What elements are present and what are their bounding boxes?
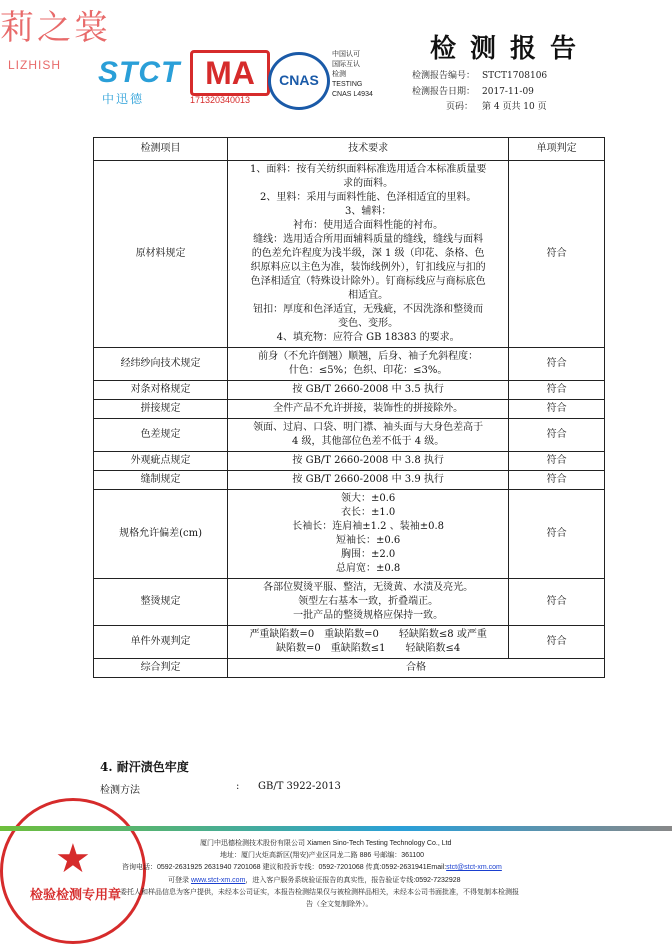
section-title: 4. 耐汗渍色牢度 bbox=[100, 760, 189, 774]
requirement-line: 变色、变形。 bbox=[338, 318, 399, 329]
stct-logo: STCT bbox=[98, 56, 181, 89]
row-result: 符合 bbox=[509, 452, 605, 471]
stct-sub: 中迅德 bbox=[102, 92, 145, 106]
requirement-line: 3、辅料： bbox=[344, 206, 392, 217]
requirement-line: 长袖长：连肩袖±1.2 、装袖±0.8 bbox=[292, 521, 445, 532]
footer-email-link[interactable]: stct@stct-xm.com bbox=[446, 864, 502, 871]
row-item: 拼接规定 bbox=[94, 400, 228, 419]
row-requirement bbox=[228, 400, 509, 419]
row-result: 符合 bbox=[509, 348, 605, 381]
row-item: 外观疵点规定 bbox=[94, 452, 228, 471]
row-requirement bbox=[228, 471, 509, 490]
row-result: 符合 bbox=[509, 419, 605, 452]
table-row bbox=[94, 490, 605, 579]
requirement-line: 总肩宽：±0.8 bbox=[335, 563, 401, 574]
requirement-line: 各部位熨烫平服、整洁，无烫黄、水渍及亮光。 bbox=[263, 582, 474, 593]
table-row bbox=[94, 400, 605, 419]
requirements-table bbox=[93, 137, 605, 678]
row-result: 符合 bbox=[509, 381, 605, 400]
footer-disclaimer-2: 告（全文复制除外）。 bbox=[306, 901, 373, 908]
row-result: 符合 bbox=[509, 400, 605, 419]
table-header-row bbox=[94, 138, 605, 161]
row-item: 缝制规定 bbox=[94, 471, 228, 490]
seal-text: 检验检测专用章 bbox=[30, 888, 122, 903]
col-header-requirement: 技术要求 bbox=[228, 138, 509, 161]
footer-contact-text: 咨询电话：0592-2631925 2631940 7201068 建议和投诉专线：0592-7201068 传真:0592-2631941Email: bbox=[122, 864, 447, 871]
requirement-line: 织原料应以主色为准，装饰线例外），钉扣线应与扣的 bbox=[250, 262, 486, 273]
requirement-line: 4 级，其他部位色差不低于 4 级。 bbox=[292, 436, 445, 447]
footer-verify-b: ，进入客户服务系统验证报告的真实性，报告验证专线:0592-7232928 bbox=[245, 877, 461, 884]
report-date-label: 检测报告日期： bbox=[412, 87, 476, 97]
table-row bbox=[94, 452, 605, 471]
requirement-line: 严重缺陷数=0 重缺陷数=0 轻缺陷数≤8 或严重 bbox=[249, 629, 487, 640]
row-requirement bbox=[228, 381, 509, 400]
requirement-line: 缝线：选用适合所用面辅料质量的缝线，缝线与面料 bbox=[253, 234, 484, 245]
footer-disclaimer: 委托人和样品信息为客户提供，未经本公司证实，本报告检测结果仅与被检测样品相关，未经本公司书面批准，不得复制本检测报 bbox=[120, 889, 519, 896]
cnas-line: 中国认可 bbox=[332, 51, 360, 58]
report-date-value: 2017-11-09 bbox=[482, 87, 534, 97]
report-date bbox=[412, 84, 534, 97]
requirement-line: 短袖长：±0.6 bbox=[335, 535, 401, 546]
requirement-line: 缺陷数=0 重缺陷数≤1 轻缺陷数≤4 bbox=[276, 643, 461, 654]
row-item: 经纬纱向技术规定 bbox=[94, 348, 228, 381]
row-requirement bbox=[228, 419, 509, 452]
footer-website-link[interactable]: www.stct-xm.com bbox=[190, 877, 246, 884]
footer-contact bbox=[122, 862, 502, 872]
method-colon: : bbox=[236, 781, 240, 792]
cnas-line: 检测 bbox=[332, 71, 346, 78]
table-row bbox=[94, 161, 605, 348]
requirement-line: 1、面料：按有关纺织面料标准选用适合本标准质量要 bbox=[249, 164, 487, 175]
requirement-line: 2、里料：采用与面料性能、色泽相适宜的里料。 bbox=[259, 192, 477, 203]
footer-verify-a: 可登录 bbox=[168, 877, 191, 884]
page-value: 第 4 页共 10 页 bbox=[482, 102, 547, 112]
col-header-item: 检测项目 bbox=[94, 138, 228, 161]
row-result: 符合 bbox=[509, 471, 605, 490]
report-no-value: STCT1708106 bbox=[482, 71, 548, 81]
cnas-logo: CNAS bbox=[268, 52, 330, 110]
page-number bbox=[446, 99, 547, 112]
table-row bbox=[94, 381, 605, 400]
report-no bbox=[412, 68, 547, 81]
footer-address: 地址：厦门火炬高新区(翔安)产业区同龙二路 886 号邮编：361100 bbox=[220, 852, 425, 859]
summary-label: 综合判定 bbox=[94, 659, 228, 678]
page-title: 检测报告 bbox=[430, 34, 591, 64]
cnas-line: CNAS L4934 bbox=[332, 91, 373, 98]
requirement-line: 衣长：±1.0 bbox=[340, 507, 396, 518]
requirement-line: 一批产品的整烫规格应保持一致。 bbox=[293, 610, 444, 621]
requirement-line: 按 GB/T 2660-2008 中 3.8 执行 bbox=[292, 455, 444, 466]
row-result: 符合 bbox=[509, 490, 605, 579]
requirement-line: 色泽相适宜（特殊设计除外）。钉商标线应与商标底色 bbox=[250, 276, 486, 287]
ma-number: 171320340013 bbox=[190, 95, 251, 105]
row-result: 符合 bbox=[509, 161, 605, 348]
summary-value: 合格 bbox=[228, 659, 605, 678]
requirement-line: 领型左右基本一致，折叠端正。 bbox=[298, 596, 439, 607]
table-row bbox=[94, 626, 605, 659]
cnas-line: 国际互认 bbox=[332, 61, 360, 68]
requirement-line: 胸围：±2.0 bbox=[340, 549, 396, 560]
requirement-line: 衬布：使用适合面料性能的衬布。 bbox=[293, 220, 444, 231]
row-requirement bbox=[228, 579, 509, 626]
row-result: 符合 bbox=[509, 626, 605, 659]
requirement-line: 全件产品不允许拼接，装饰性的拼接除外。 bbox=[273, 403, 464, 414]
requirement-line: 4、填充物：应符合 GB 18383 的要求。 bbox=[276, 332, 460, 343]
row-requirement bbox=[228, 490, 509, 579]
watermark-text: 莉之裳 bbox=[0, 8, 111, 48]
footer-divider bbox=[0, 826, 672, 831]
requirement-line: 前身（不允许倒翘）顺翘，后身、袖子允斜程度： bbox=[258, 351, 479, 362]
requirement-line: 按 GB/T 2660-2008 中 3.5 执行 bbox=[292, 384, 444, 395]
row-item: 原材料规定 bbox=[94, 161, 228, 348]
summary-row bbox=[94, 659, 605, 678]
requirement-line: 钮扣：厚度和色泽适宜，无残疵，不因洗涤和整烫而 bbox=[253, 304, 484, 315]
row-item: 对条对格规定 bbox=[94, 381, 228, 400]
row-result: 符合 bbox=[509, 579, 605, 626]
requirement-line: 求的面料。 bbox=[343, 178, 394, 189]
table-row bbox=[94, 579, 605, 626]
row-item: 规格允许偏差(cm) bbox=[94, 490, 228, 579]
cnas-line: TESTING bbox=[332, 81, 363, 88]
requirement-line: 相适宜。 bbox=[348, 290, 389, 301]
requirement-line: 什色：≤5%；色织、印花：≤3%。 bbox=[288, 365, 448, 376]
footer-company: 厦门中迅德检测技术股份有限公司 Xiamen Sino-Tech Testing Technology Co., Ltd bbox=[200, 840, 452, 847]
row-item: 色差规定 bbox=[94, 419, 228, 452]
seal-star-icon: ★ bbox=[55, 836, 91, 882]
cnas-text bbox=[332, 50, 373, 100]
page-label: 页码： bbox=[446, 102, 474, 112]
row-requirement bbox=[228, 452, 509, 471]
row-requirement bbox=[228, 626, 509, 659]
table-row bbox=[94, 419, 605, 452]
requirement-line: 按 GB/T 2660-2008 中 3.9 执行 bbox=[292, 474, 444, 485]
row-item: 单件外观判定 bbox=[94, 626, 228, 659]
watermark-sub: LIZHISH bbox=[8, 58, 62, 72]
method-label: 检测方法 bbox=[100, 785, 140, 796]
requirement-line: 领大：±0.6 bbox=[340, 493, 396, 504]
requirement-line: 领面、过肩、口袋、明门襟、袖头面与大身色差高于 bbox=[253, 422, 484, 433]
ma-logo: MA bbox=[190, 50, 270, 96]
row-item: 整烫规定 bbox=[94, 579, 228, 626]
report-no-label: 检测报告编号： bbox=[412, 71, 476, 81]
method-value: GB/T 3922-2013 bbox=[258, 781, 341, 792]
table-row bbox=[94, 471, 605, 490]
row-requirement bbox=[228, 348, 509, 381]
requirement-line: 的色差允许程度为浅半级，深 1 级（印花、条格、色 bbox=[251, 248, 485, 259]
row-requirement bbox=[228, 161, 509, 348]
table-row bbox=[94, 348, 605, 381]
footer-verify bbox=[168, 875, 461, 885]
col-header-result: 单项判定 bbox=[509, 138, 605, 161]
